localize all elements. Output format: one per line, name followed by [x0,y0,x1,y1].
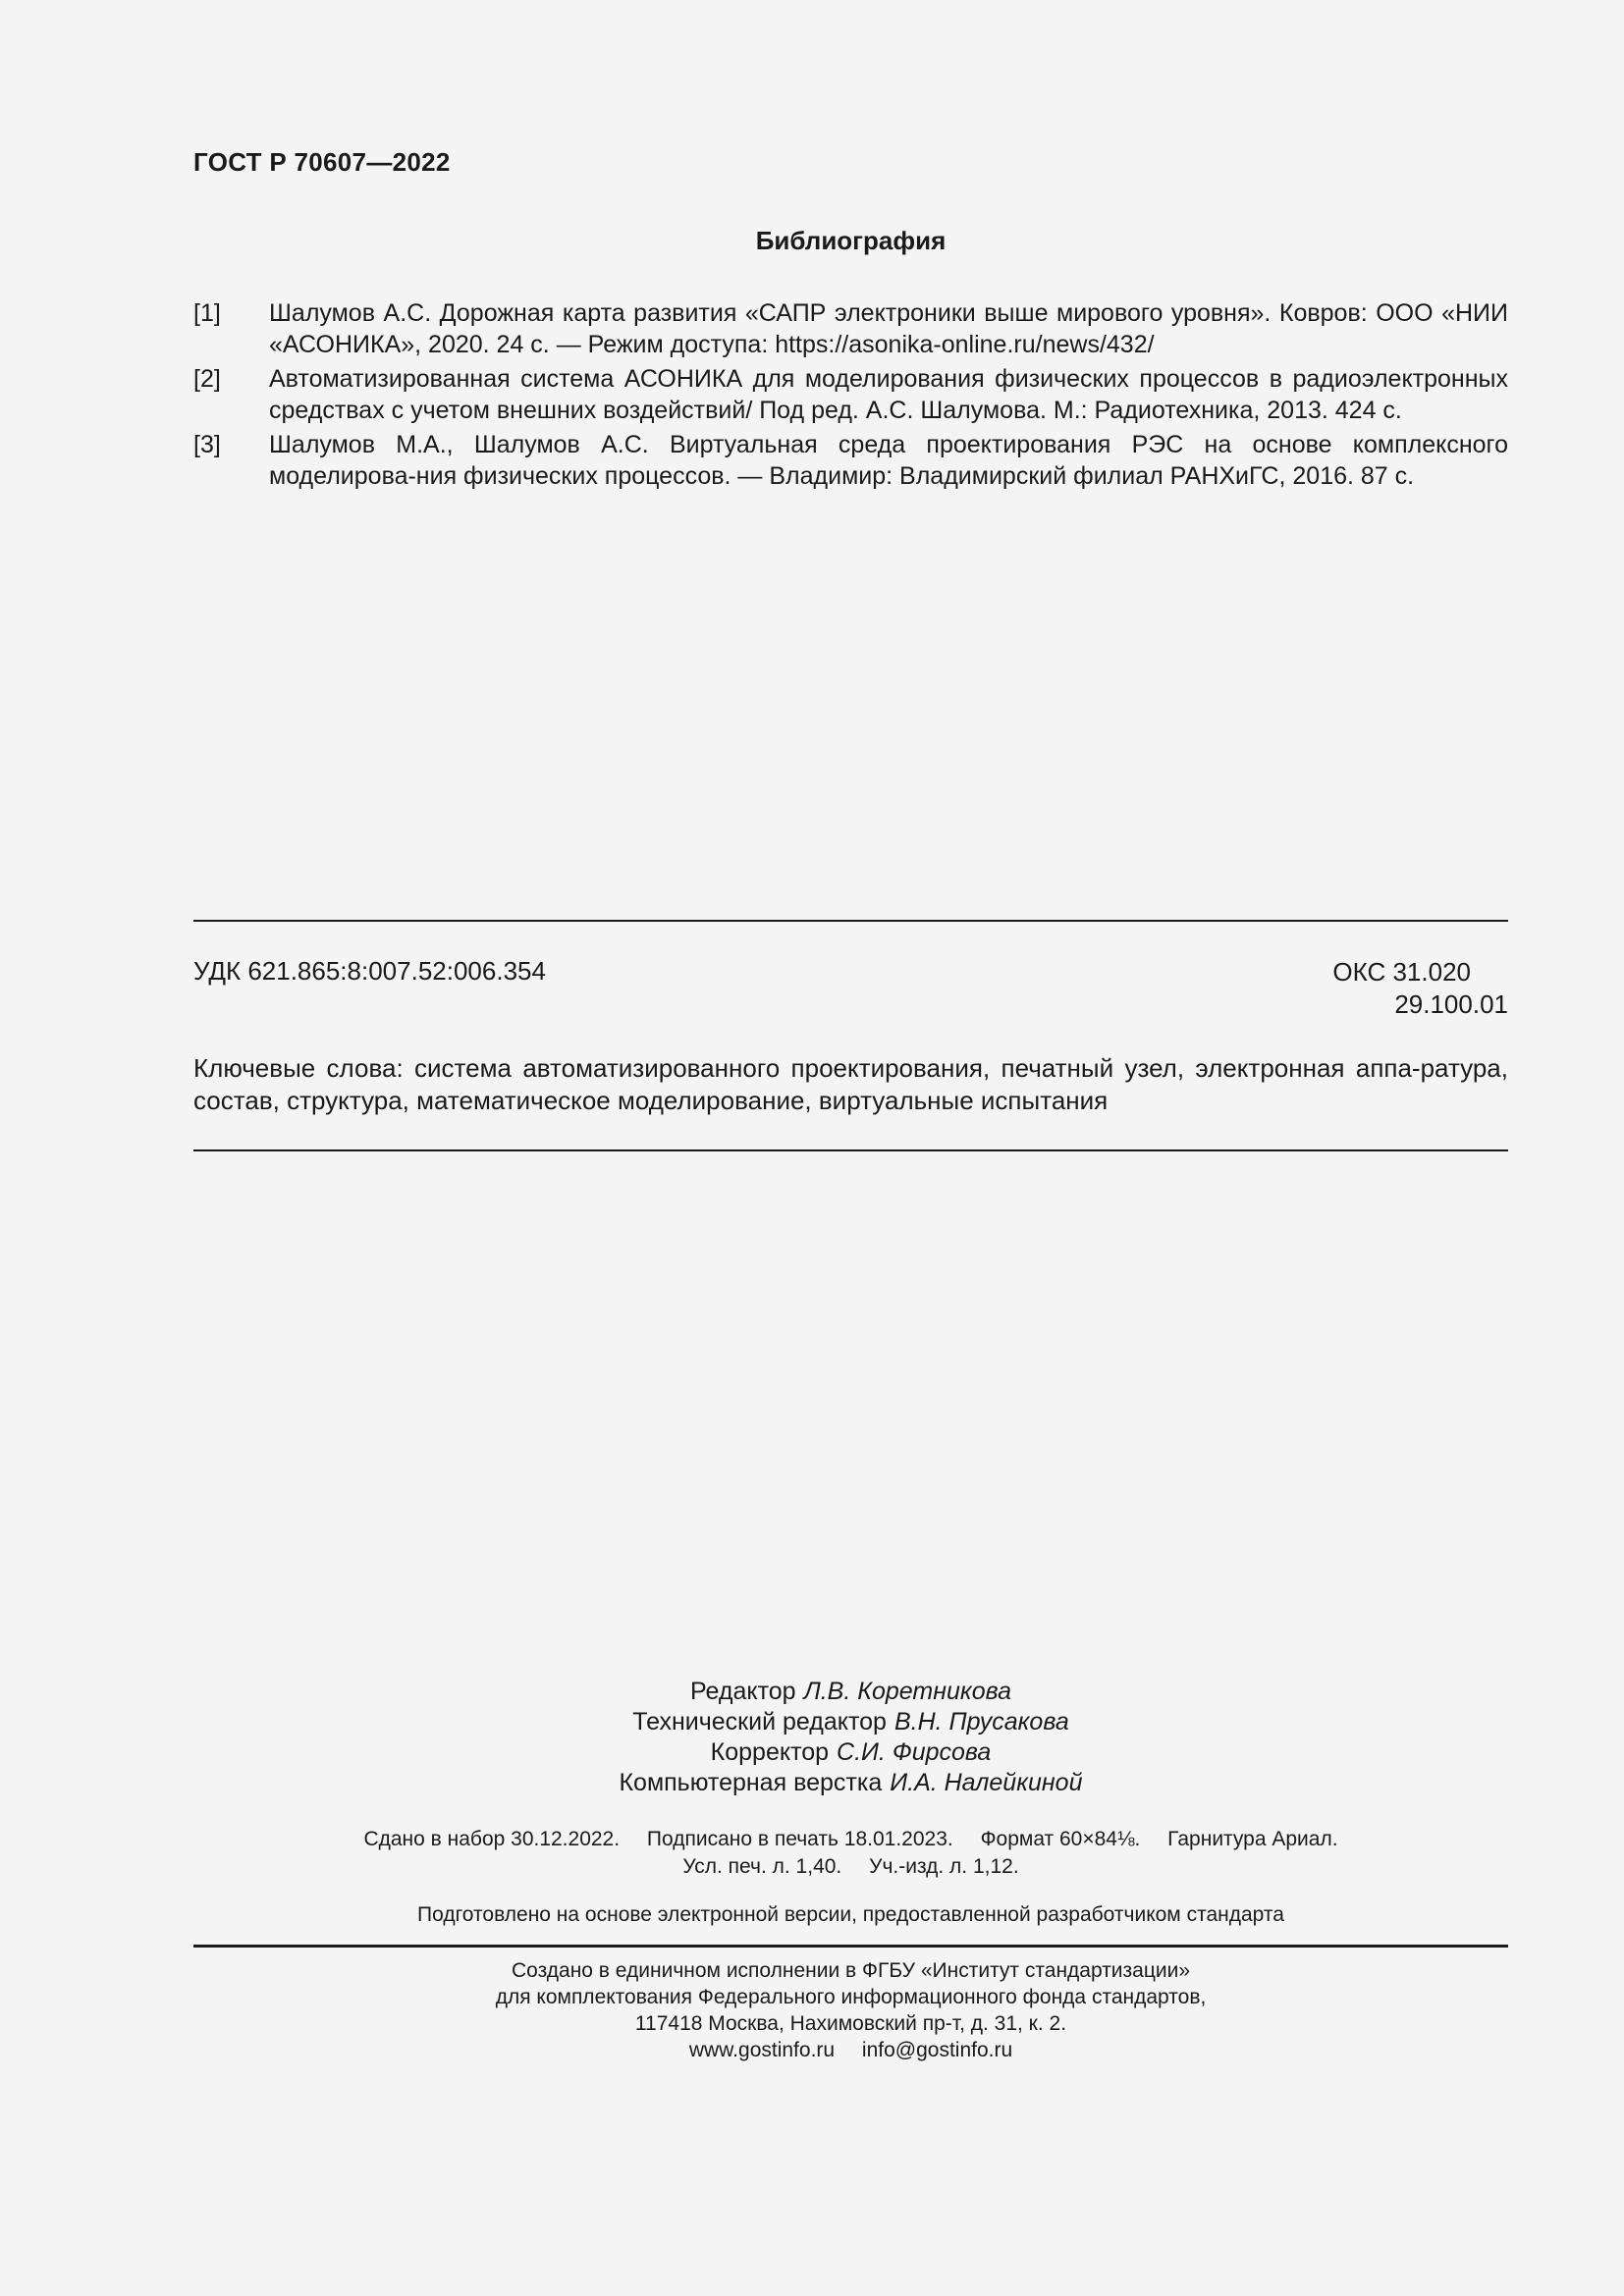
bibliography-item-text: Автоматизированная система АСОНИКА для моделирования физических процессов в радиоэлектронных средствах с учетом внешних воздействий/ Под ред. А.С. Шалумова. М.: Радиотехника, 2013. 424 с. [269,365,1508,424]
credits-block [193,1677,1508,1798]
bibliography-item [193,363,1508,426]
oks-code-secondary: 29.100.01 [1394,989,1508,1019]
publisher-email-link[interactable]: info@gostinfo.ru [861,2039,1013,2061]
credit-name: Л.В. Коретникова [803,1678,1012,1705]
credit-role: Редактор [689,1678,796,1705]
imprint-submitted: Сдано в набор 30.12.2022. [363,1828,621,1850]
bibliography-item-number: [2] [193,365,221,393]
divider-bottom [193,1945,1508,1948]
oks-code-primary: ОКС 31.020 [1332,957,1471,987]
bibliography-item-text: Шалумов М.А., Шалумов А.С. Виртуальная среда проектирования РЭС на основе комплексного моделирова-ния физических процессов. — Владимир: Владимирский филиал РАНХиГС, 2016. 87 с. [269,431,1508,490]
divider-top [193,920,1508,922]
publisher-line: для комплектования Федерального информационного фонда стандартов, [495,1986,1207,2008]
bibliography-item-text: Шалумов А.С. Дорожная карта развития «САПР электроники выше мирового уровня». Ковров: ООО «НИИ «АСОНИКА», 2020. 24 с. — Режим доступа: https://asonika-online.ru/news/432/ [269,299,1508,358]
imprint-block [193,1826,1508,1881]
credit-name: С.И. Фирсова [837,1738,992,1766]
publisher-line: Создано в единичном исполнении в ФГБУ «Институт стандартизации» [511,1959,1191,1982]
oks-codes [1332,956,1508,1021]
document-code: ГОСТ Р 70607—2022 [193,147,451,177]
imprint-typeface: Гарнитура Ариал. [1167,1828,1338,1850]
publisher-block [193,1957,1508,2063]
imprint-signed: Подписано в печать 18.01.2023. [646,1828,953,1850]
credit-technical-editor [193,1707,1508,1737]
publisher-website-link[interactable]: www.gostinfo.ru [688,2039,836,2061]
credit-role: Корректор [710,1738,830,1766]
publisher-address: 117418 Москва, Нахимовский пр-т, д. 31, к. 2. [634,2012,1067,2035]
imprint-print-sheets: Усл. печ. л. 1,40. [682,1855,842,1878]
bibliography-item [193,429,1508,492]
credit-layout [193,1768,1508,1798]
keywords-paragraph: Ключевые слова: система автоматизированного проектирования, печатный узел, электронная аппа-ратура, состав, структура, математическое моделирование, виртуальные испытания [193,1053,1508,1115]
credit-editor [193,1677,1508,1707]
divider-middle [193,1149,1508,1151]
bibliography-title: Библиография [755,226,947,255]
bibliography-item-number: [1] [193,299,221,327]
udk-code: УДК 621.865:8:007.52:006.354 [193,956,546,986]
bibliography-list [193,297,1508,495]
imprint-line-2 [193,1853,1508,1881]
publisher-contacts [193,2037,1508,2063]
imprint-format: Формат 60×84⅛. [980,1828,1141,1850]
credit-name: В.Н. Прусакова [893,1708,1069,1735]
prepared-note: Подготовлено на основе электронной версии, предоставленной разработчиком стандарта [417,1903,1284,1926]
credit-proofreader [193,1737,1508,1768]
imprint-pub-sheets: Уч.-изд. л. 1,12. [869,1855,1019,1878]
credit-role: Технический редактор [632,1708,887,1735]
credit-name: И.А. Налейкиной [890,1769,1083,1796]
credit-role: Компьютерная верстка [619,1769,883,1796]
imprint-line-1 [193,1826,1508,1853]
bibliography-item [193,297,1508,360]
bibliography-item-number: [3] [193,431,221,458]
